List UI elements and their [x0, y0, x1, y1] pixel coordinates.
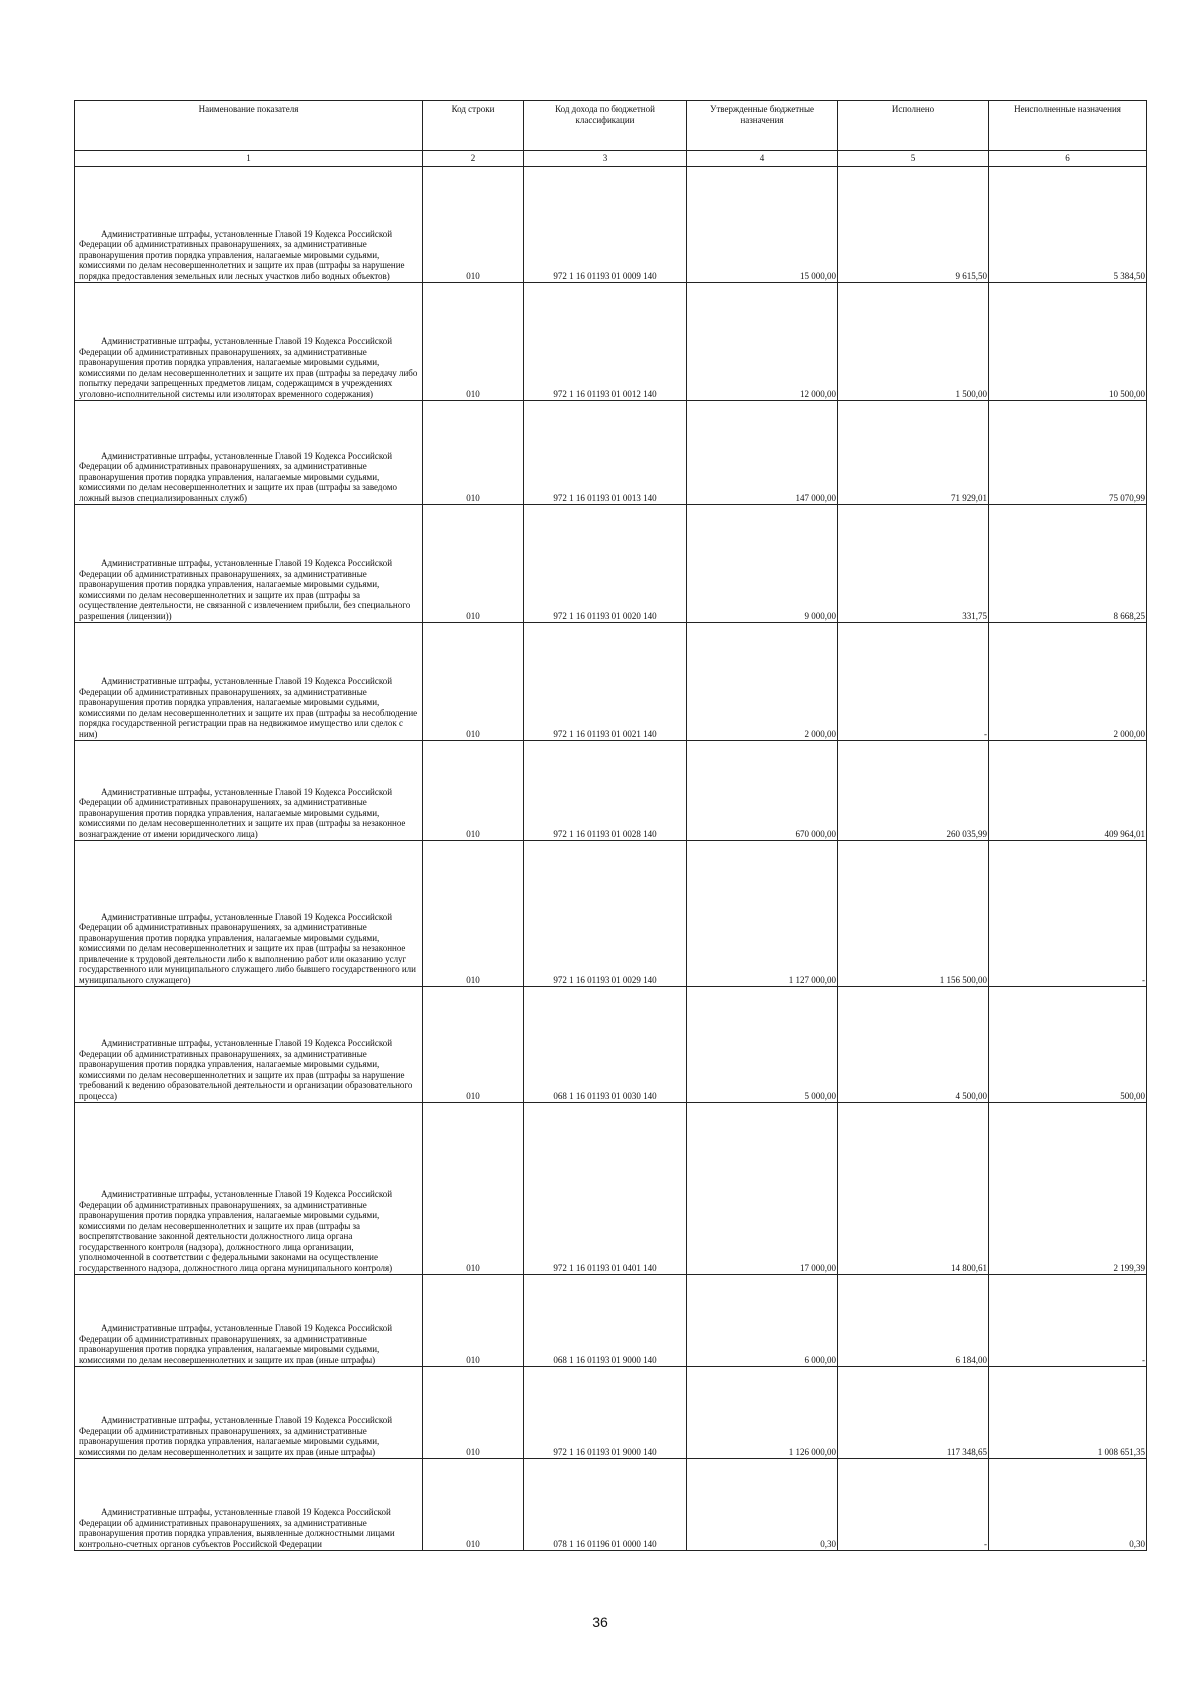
indicator-name-text: Административные штрафы, установленные Главой 19 Кодекса Российской Федерации об административных правонарушениях, за административные правонарушения против порядка управления, налагаемые мировыми судьями, комиссиями по делам несовершеннолетних и защите их прав (иные штрафы) [79, 1415, 393, 1457]
column-number: 3 [524, 151, 687, 167]
executed-amount-cell: - [838, 623, 989, 741]
indicator-name-text: Административные штрафы, установленные Главой 19 Кодекса Российской Федерации об административных правонарушениях, за административные правонарушения против порядка управления, налагаемые мировыми судьями, комиссиями по делам несовершеннолетних и защите их прав (штрафы за заведомо ложный вызов специализированных служб) [79, 450, 398, 503]
unexecuted-amount-cell: 500,00 [989, 987, 1147, 1103]
table-row [75, 167, 1147, 283]
table-row [75, 623, 1147, 741]
budget-code-cell: 972 1 16 01193 01 0021 140 [524, 623, 687, 741]
budget-code-cell: 972 1 16 01193 01 0012 140 [524, 283, 687, 401]
indicator-name-text: Административные штрафы, установленные Главой 19 Кодекса Российской Федерации об административных правонарушениях, за административные правонарушения против порядка управления, налагаемые мировыми судьями, комиссиями по делам несовершеннолетних и защите их прав (штрафы за воспрепятствование законной деятельности должностного лица органа государственного контроля (надзора), должностного лица организации, уполномоченной в соответствии с федеральными законами на осуществление государственного надзора, должностного лица органа муниципального контроля) [79, 1189, 393, 1273]
table-row [75, 987, 1147, 1103]
table-row [75, 283, 1147, 401]
line-code-cell: 010 [423, 167, 524, 283]
unexecuted-amount-cell: 1 008 651,35 [989, 1367, 1147, 1459]
unexecuted-amount-cell: 8 668,25 [989, 505, 1147, 623]
indicator-name-cell [75, 1459, 423, 1551]
line-code-cell: 010 [423, 623, 524, 741]
executed-amount-cell: 4 500,00 [838, 987, 989, 1103]
indicator-name-text: Административные штрафы, установленные Главой 19 Кодекса Российской Федерации об административных правонарушениях, за административные правонарушения против порядка управления, налагаемые мировыми судьями, комиссиями по делам несовершеннолетних и защите их прав (штрафы за незаконное вознаграждение от имени юридического лица) [79, 786, 406, 839]
table-row [75, 401, 1147, 505]
approved-amount-cell: 0,30 [687, 1459, 838, 1551]
unexecuted-amount-cell: 0,30 [989, 1459, 1147, 1551]
column-number: 4 [687, 151, 838, 167]
column-header-budget-code: Код дохода по бюджетной классификации [524, 101, 687, 151]
indicator-name-cell [75, 283, 423, 401]
line-code-cell: 010 [423, 841, 524, 987]
unexecuted-amount-cell: 75 070,99 [989, 401, 1147, 505]
approved-amount-cell: 1 127 000,00 [687, 841, 838, 987]
unexecuted-amount-cell: - [989, 841, 1147, 987]
executed-amount-cell: 71 929,01 [838, 401, 989, 505]
column-header-executed: Исполнено [838, 101, 989, 151]
budget-code-cell: 972 1 16 01193 01 0028 140 [524, 741, 687, 841]
budget-code-cell: 972 1 16 01193 01 0029 140 [524, 841, 687, 987]
table-row [75, 1275, 1147, 1367]
line-code-cell: 010 [423, 283, 524, 401]
line-code-cell: 010 [423, 1275, 524, 1367]
line-code-cell: 010 [423, 401, 524, 505]
indicator-name-cell [75, 1103, 423, 1275]
executed-amount-cell: 9 615,50 [838, 167, 989, 283]
indicator-name-cell [75, 1367, 423, 1459]
unexecuted-amount-cell: 409 964,01 [989, 741, 1147, 841]
indicator-name-cell [75, 841, 423, 987]
unexecuted-amount-cell: 2 000,00 [989, 623, 1147, 741]
indicator-name-cell [75, 623, 423, 741]
unexecuted-amount-cell: 5 384,50 [989, 167, 1147, 283]
column-number-row [75, 151, 1147, 167]
indicator-name-text: Административные штрафы, установленные главой 19 Кодекса Российской Федерации об административных правонарушениях, за административные правонарушения против порядка управления, выявленные должностными лицами контрольно-счетных органов субъектов Российской Федерации [79, 1507, 395, 1549]
approved-amount-cell: 9 000,00 [687, 505, 838, 623]
line-code-cell: 010 [423, 741, 524, 841]
indicator-name-text: Административные штрафы, установленные Главой 19 Кодекса Российской Федерации об административных правонарушениях, за административные правонарушения против порядка управления, налагаемые мировыми судьями, комиссиями по делам несовершеннолетних и защите их прав (штрафы за нарушение требований к ведению образовательной деятельности и организации образовательного процесса) [79, 1038, 413, 1101]
column-number: 1 [75, 151, 423, 167]
line-code-cell: 010 [423, 1459, 524, 1551]
line-code-cell: 010 [423, 1367, 524, 1459]
line-code-cell: 010 [423, 1103, 524, 1275]
indicator-name-cell [75, 401, 423, 505]
approved-amount-cell: 1 126 000,00 [687, 1367, 838, 1459]
approved-amount-cell: 12 000,00 [687, 283, 838, 401]
approved-amount-cell: 670 000,00 [687, 741, 838, 841]
column-number: 6 [989, 151, 1147, 167]
indicator-name-cell [75, 505, 423, 623]
unexecuted-amount-cell: 2 199,39 [989, 1103, 1147, 1275]
budget-code-cell: 068 1 16 01193 01 0030 140 [524, 987, 687, 1103]
table-row [75, 741, 1147, 841]
approved-amount-cell: 6 000,00 [687, 1275, 838, 1367]
indicator-name-cell [75, 167, 423, 283]
table-row [75, 1459, 1147, 1551]
column-number: 2 [423, 151, 524, 167]
executed-amount-cell: 14 800,61 [838, 1103, 989, 1275]
approved-amount-cell: 15 000,00 [687, 167, 838, 283]
approved-amount-cell: 147 000,00 [687, 401, 838, 505]
approved-amount-cell: 2 000,00 [687, 623, 838, 741]
budget-code-cell: 972 1 16 01193 01 0013 140 [524, 401, 687, 505]
indicator-name-cell [75, 987, 423, 1103]
executed-amount-cell: 1 156 500,00 [838, 841, 989, 987]
column-header-line-code: Код строки [423, 101, 524, 151]
line-code-cell: 010 [423, 987, 524, 1103]
budget-code-cell: 972 1 16 01193 01 0401 140 [524, 1103, 687, 1275]
column-header-approved: Утвержденные бюджетные назначения [687, 101, 838, 151]
executed-amount-cell: 1 500,00 [838, 283, 989, 401]
page-number: 36 [592, 1614, 608, 1630]
column-header-unexecuted: Неисполненные назначения [989, 101, 1147, 151]
executed-amount-cell: - [838, 1459, 989, 1551]
indicator-name-text: Административные штрафы, установленные Главой 19 Кодекса Российской Федерации об административных правонарушениях, за административные правонарушения против порядка управления, налагаемые мировыми судьями, комиссиями по делам несовершеннолетних и защите их прав (штрафы за нарушение порядка предоставления земельных или лесных участков либо водных объектов) [79, 228, 405, 281]
unexecuted-amount-cell: 10 500,00 [989, 283, 1147, 401]
unexecuted-amount-cell: - [989, 1275, 1147, 1367]
indicator-name-cell [75, 1275, 423, 1367]
indicator-name-text: Административные штрафы, установленные Главой 19 Кодекса Российской Федерации об административных правонарушениях, за административные правонарушения против порядка управления, налагаемые мировыми судьями, комиссиями по делам несовершеннолетних и защите их прав (иные штрафы) [79, 1323, 393, 1365]
budget-code-cell: 972 1 16 01193 01 0020 140 [524, 505, 687, 623]
budget-code-cell: 972 1 16 01193 01 0009 140 [524, 167, 687, 283]
executed-amount-cell: 331,75 [838, 505, 989, 623]
table-row [75, 1103, 1147, 1275]
approved-amount-cell: 5 000,00 [687, 987, 838, 1103]
executed-amount-cell: 260 035,99 [838, 741, 989, 841]
column-header-indicator-name: Наименование показателя [75, 101, 423, 151]
table-row [75, 841, 1147, 987]
approved-amount-cell: 17 000,00 [687, 1103, 838, 1275]
column-number: 5 [838, 151, 989, 167]
budget-execution-table [74, 100, 1147, 1551]
indicator-name-cell [75, 741, 423, 841]
table-header-row [75, 101, 1147, 151]
table-row [75, 505, 1147, 623]
indicator-name-text: Административные штрафы, установленные Главой 19 Кодекса Российской Федерации об административных правонарушениях, за административные правонарушения против порядка управления, налагаемые мировыми судьями, комиссиями по делам несовершеннолетних и защите их прав (штрафы за передачу либо попытку передачи запрещенных предметов лицам, содержащимся в учреждениях уголовно-исполнительной системы или изоляторах временного содержания) [79, 336, 418, 399]
executed-amount-cell: 6 184,00 [838, 1275, 989, 1367]
indicator-name-text: Административные штрафы, установленные Главой 19 Кодекса Российской Федерации об административных правонарушениях, за административные правонарушения против порядка управления, налагаемые мировыми судьями, комиссиями по делам несовершеннолетних и защите их прав (штрафы за осуществление деятельности, не связанной с извлечением прибыли, без специального разрешения (лицензии)) [79, 558, 411, 621]
budget-code-cell: 068 1 16 01193 01 9000 140 [524, 1275, 687, 1367]
budget-code-cell: 972 1 16 01193 01 9000 140 [524, 1367, 687, 1459]
indicator-name-text: Административные штрафы, установленные Главой 19 Кодекса Российской Федерации об административных правонарушениях, за административные правонарушения против порядка управления, налагаемые мировыми судьями, комиссиями по делам несовершеннолетних и защите их прав (штрафы за несоблюдение порядка государственной регистрации прав на недвижимое имущество или сделок с ним) [79, 676, 418, 739]
indicator-name-text: Административные штрафы, установленные Главой 19 Кодекса Российской Федерации об административных правонарушениях, за административные правонарушения против порядка управления, налагаемые мировыми судьями, комиссиями по делам несовершеннолетних и защите их прав (штрафы за незаконное привлечение к трудовой деятельности либо к выполнению работ или оказанию услуг государственного или муниципального служащего либо бывшего государственного или муниципального служащего) [79, 911, 416, 985]
budget-code-cell: 078 1 16 01196 01 0000 140 [524, 1459, 687, 1551]
table-body [75, 101, 1147, 1551]
table-row [75, 1367, 1147, 1459]
line-code-cell: 010 [423, 505, 524, 623]
executed-amount-cell: 117 348,65 [838, 1367, 989, 1459]
